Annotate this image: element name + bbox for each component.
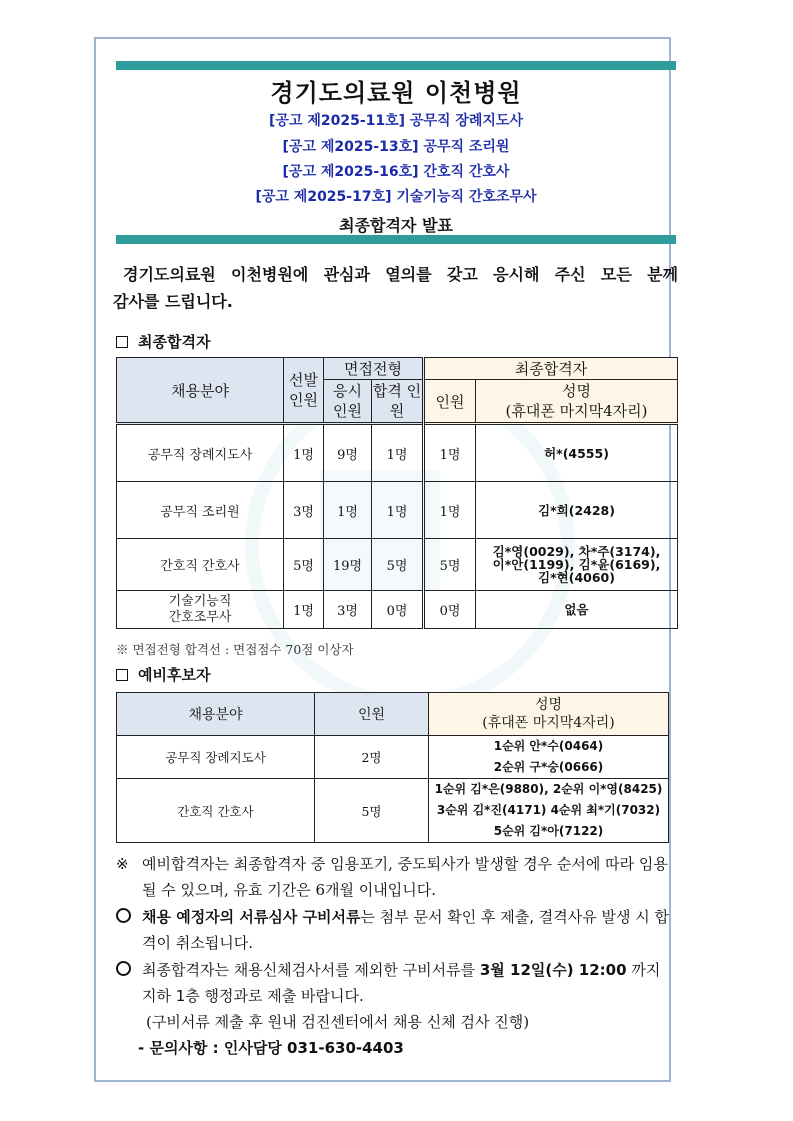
table-row: 간호직 간호사 5명 1순위 김*은(9880), 2순위 이*영(8425) 3순위 김*진(4171) 4순위 최*기(7032) 5순위 김*아(7122): [117, 779, 669, 843]
notice-line: [공고 제2025-13호] 공무직 조리원: [282, 139, 510, 155]
health-exam-note: (구비서류 제출 후 원내 검진센터에서 채용 신체 검사 진행): [146, 1013, 530, 1031]
col-header: 응시 인원: [324, 380, 372, 424]
col-header: 채용분야: [117, 358, 284, 424]
final-results-table: [116, 357, 678, 629]
col-header: 성명 (휴대폰 마지막4자리): [476, 380, 678, 424]
col-header: 인원: [315, 693, 429, 736]
checkbox-square-icon: [116, 336, 128, 348]
page-title: 경기도의료원 이천병원: [270, 79, 522, 107]
table-row: 공무직 장례지도사 1명 9명 1명 1명 허*(4555): [117, 424, 678, 482]
col-header: 인원: [424, 380, 476, 424]
col-header: 선발 인원: [284, 358, 324, 424]
col-header: 채용분야: [117, 693, 315, 736]
col-header: 성명 (휴대폰 마지막4자리): [429, 693, 669, 736]
checkbox-square-icon: [116, 669, 128, 681]
table-row: 공무직 장례지도사 2명 1순위 안*수(0464) 2순위 구*숭(0666): [117, 736, 669, 779]
col-header: 최종합격자: [424, 358, 678, 380]
section-heading-final: 최종합격자: [116, 331, 210, 352]
notice-line: [공고 제2025-16호] 간호직 간호사: [282, 164, 510, 180]
col-header: 면접전형: [324, 358, 424, 380]
interview-cutoff-note: ※ 면접전형 합격선 : 면접점수 70점 이상자: [116, 642, 354, 657]
page-subtitle: 최종합격자 발표: [339, 216, 453, 235]
notice-line: [공고 제2025-11호] 공무직 장례지도사: [269, 113, 523, 129]
circle-bullet-icon: [116, 908, 131, 923]
notice-line: [공고 제2025-17호] 기술기능직 간호조무사: [255, 189, 537, 205]
top-accent-bar: [116, 61, 676, 70]
bottom-accent-bar: [116, 235, 676, 244]
circle-bullet-icon: [116, 961, 131, 976]
contact-info: - 문의사항 : 인사담당 031-630-4403: [138, 1039, 404, 1057]
section-heading-reserve: 예비후보자: [116, 664, 210, 685]
intro-text: 경기도의료원 이천병원에 관심과 열의를 갖고 응시해 주신 모든 분께 감사를 드립니다.: [113, 265, 678, 311]
reserve-validity-note: ※ 예비합격자는 최종합격자 중 임용포기, 중도퇴사가 발생할 경우 순서에 따라 임용될 수 있으며, 유효 기간은 6개월 이내입니다.: [116, 855, 668, 899]
table-row: 공무직 조리원 3명 1명 1명 1명 김*희(2428): [117, 482, 678, 539]
submission-deadline-note: 최종합격자는 채용신체검사서를 제외한 구비서류를 3월 12일(수) 12:00 까지 지하 1층 행정과로 제출 바랍니다.: [116, 957, 676, 1009]
reserve-table: [116, 692, 669, 843]
table-row: 간호직 간호사 5명 19명 5명 5명 김*영(0029), 차*주(3174), 이*안(1199), 김*윤(6169), 김*현(4060): [117, 539, 678, 591]
col-header: 합격 인원: [372, 380, 424, 424]
table-row: 기술기능직 간호조무사 1명 3명 0명 0명 없음: [117, 591, 678, 629]
document-review-note: 채용 예정자의 서류심사 구비서류는 첨부 문서 확인 후 제출, 결격사유 발생 시 합격이 취소됩니다.: [116, 904, 676, 956]
